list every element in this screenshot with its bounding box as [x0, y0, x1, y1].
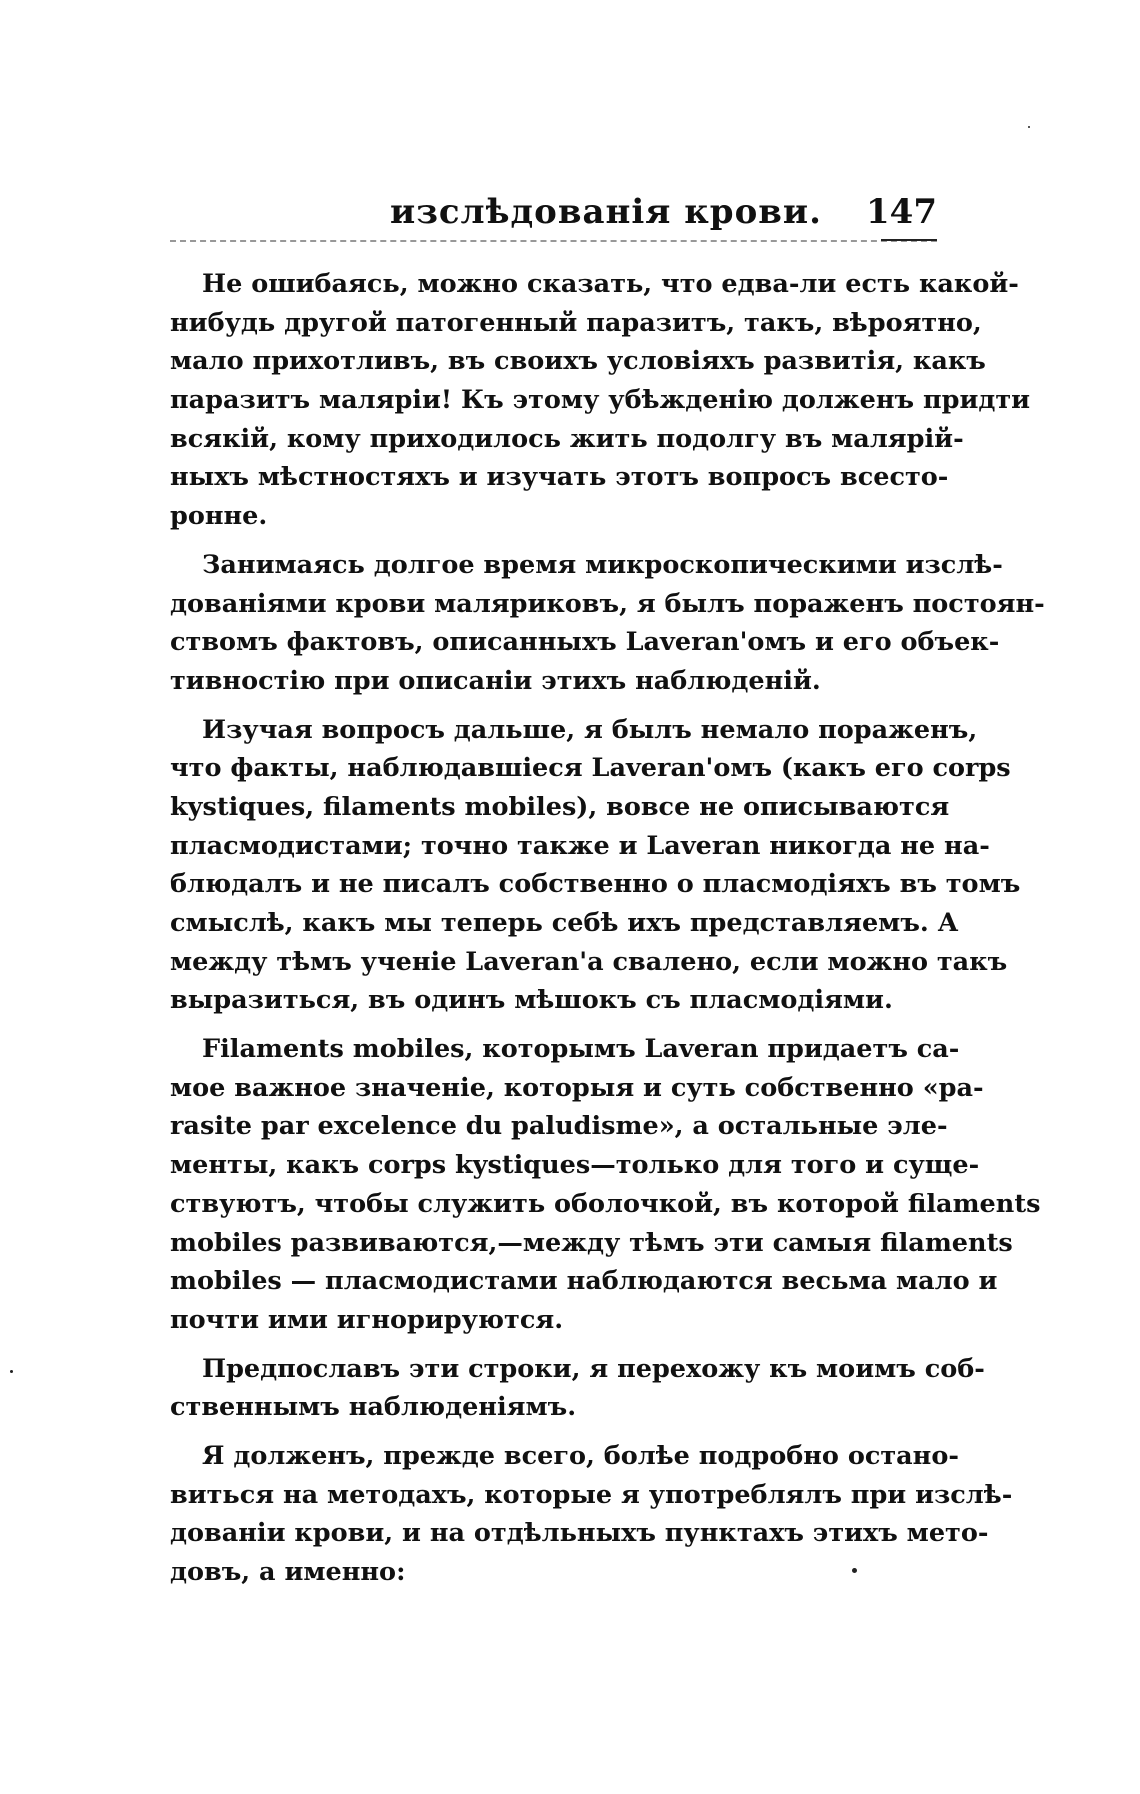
body-text [170, 265, 1045, 1592]
running-head [170, 192, 937, 242]
text-line: тивностію при описаніи этихъ наблюденій. [170, 665, 821, 696]
page-number: 147 [866, 192, 937, 232]
text-line: mobiles развиваются,—между тѣмъ эти самыя filaments [170, 1227, 1013, 1258]
text-line: всякій, кому приходилось жить подолгу въ малярій- [170, 423, 964, 454]
paragraph [170, 711, 1021, 1021]
text-line: мало прихотливъ, въ своихъ условіяхъ развитія, какъ [170, 346, 986, 377]
header-rule-segment [881, 239, 937, 241]
text-line: пласмодистами; точно также и Laveran никогда не на- [170, 830, 990, 861]
text-line: ствомъ фактовъ, описанныхъ Laveran'омъ и его объек- [170, 627, 1000, 658]
text-line: Предпославъ эти строки, я перехожу къ моимъ соб- [202, 1353, 985, 1384]
paragraph-gap [170, 536, 937, 546]
text-line: блюдалъ и не писалъ собственно о пласмодіяхъ въ томъ [170, 869, 1021, 900]
paragraph [170, 1437, 1013, 1592]
print-speck [10, 1370, 13, 1373]
text-line: довъ, а именно: [170, 1557, 406, 1587]
text-line: выразиться, въ одинъ мѣшокъ съ пласмодіями. [170, 985, 893, 1016]
paragraph-gap [170, 1020, 937, 1030]
text-line: Изучая вопросъ дальше, я былъ немало пораженъ, [202, 714, 978, 745]
paragraph-gap [170, 1340, 937, 1350]
text-line: почти ими игнорируются. [170, 1304, 564, 1335]
text-line: ственнымъ наблюденіямъ. [170, 1392, 577, 1423]
text-line: Filaments mobiles, которымъ Laveran придаетъ са- [202, 1034, 960, 1065]
print-speck [852, 1568, 857, 1573]
text-line: мое важное значеніе, которыя и суть собственно «pa- [170, 1072, 984, 1103]
paragraph [170, 1350, 985, 1427]
text-line: rasite par excelence du paludisme», а остальные эле- [170, 1111, 948, 1142]
text-line: паразитъ маляріи! Къ этому убѣжденію долженъ придти [170, 385, 1031, 416]
text-line: ствуютъ, чтобы служить оболочкой, въ которой filaments [170, 1188, 1041, 1219]
text-line: Не ошибаясь, можно сказать, что едва-ли есть какой- [202, 269, 1019, 299]
running-title: изслѣдованія крови. [390, 192, 822, 232]
text-line: дованіями крови маляриковъ, я былъ пораженъ постоян- [170, 588, 1045, 619]
text-line: Я долженъ, прежде всего, болѣе подробно остано- [202, 1440, 959, 1471]
text-line: mobiles — пласмодистами наблюдаются весьма мало и [170, 1266, 998, 1297]
text-line: менты, какъ corps kystiques—только для того и суще- [170, 1150, 980, 1181]
text-line: Занимаясь долгое время микроскопическими изслѣ- [202, 549, 1003, 580]
text-line: что факты, наблюдавшіеся Laveran'омъ (какъ его corps [170, 753, 1011, 784]
header-rule [170, 240, 937, 242]
text-line: виться на методахъ, которые я употреблялъ при изслѣ- [170, 1479, 1013, 1510]
text-line: дованіи крови, и на отдѣльныхъ пунктахъ этихъ мето- [170, 1518, 989, 1549]
paragraph [170, 546, 1045, 701]
text-line: kystiques, filaments mobiles), вовсе не описываются [170, 791, 950, 822]
text-line: между тѣмъ ученіе Laveran'а свалено, если можно такъ [170, 946, 1008, 977]
paragraph-gap [170, 1427, 937, 1437]
text-line: смыслѣ, какъ мы теперь себѣ ихъ представляемъ. А [170, 908, 959, 938]
text-line: ронне. [170, 501, 268, 532]
paragraph [170, 1030, 1041, 1340]
text-line: нибудь другой патогенный паразитъ, такъ, вѣроятно, [170, 307, 982, 338]
print-speck [1028, 126, 1030, 128]
paragraph [170, 265, 1031, 536]
text-line: ныхъ мѣстностяхъ и изучать этотъ вопросъ всесто- [170, 462, 949, 493]
paragraph-gap [170, 701, 937, 711]
